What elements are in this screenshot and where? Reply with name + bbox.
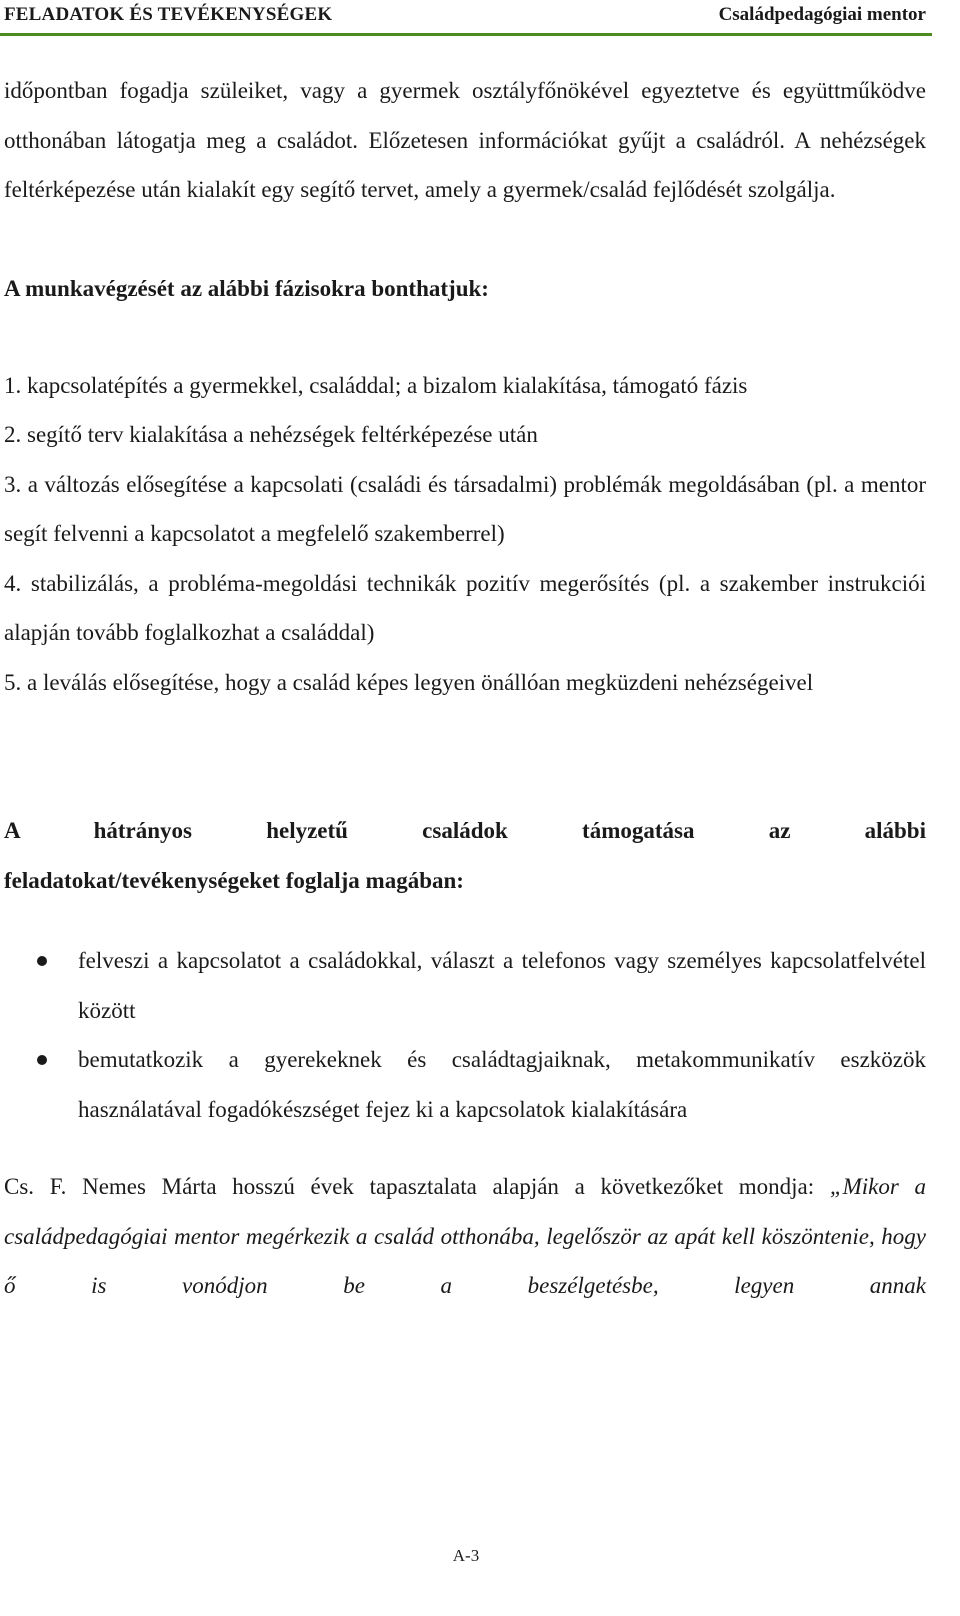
page-content [4, 66, 926, 1311]
bullet-icon [37, 956, 47, 966]
phase-item-3: 3. a változás elősegítése a kapcsolati (családi és társadalmi) problémák megoldásában (pl. a mentor segít felvenni a kapcsolatot a megfelelő szakemberrel) [4, 471, 926, 546]
bullet-icon [37, 1055, 47, 1065]
phase-item-2: 2. segítő terv kialakítása a nehézségek feltérképezése után [4, 422, 538, 447]
quote-text: „Mikor a családpedagógiai mentor megérkezik a család otthonába, legelőször az apát kell köszöntenie, hogy ő is vonódjon be a beszélgetésbe, legyen annak [4, 1174, 926, 1298]
phase-item-5: 5. a leválás elősegítése, hogy a család képes legyen önállóan megküzdeni nehézségeivel [4, 669, 814, 695]
phase-item-1: 1. kapcsolatépítés a gyermekkel, családdal; a bizalom kialakítása, támogató fázis [4, 372, 748, 398]
support-heading [4, 806, 926, 905]
quote-paragraph [4, 1162, 926, 1311]
header-section-title: FELADATOK ÉS TEVÉKENYSÉGEK [4, 4, 333, 25]
list-item [4, 936, 926, 1035]
page-number: A-3 [452, 1546, 480, 1565]
phase-item-4: 4. stabilizálás, a probléma-megoldási technikák pozitív megerősítés (pl. a szakember instrukciói alapján tovább foglalkozhat a családdal) [4, 570, 926, 645]
intro-paragraph: időpontban fogadja szüleiket, vagy a gyermek osztályfőnökével egyeztetve és együttműködve otthonában látogatja meg a családot. Előzetesen információkat gyűjt a családról. A nehézségek feltérképezése után kialakít egy segítő tervet, amely a gyermek/család fejlődését szolgálja. [4, 78, 926, 202]
support-heading-line1: A hátrányos helyzetű családok támogatása az alábbi [4, 818, 926, 843]
phases-heading: A munkavégzését az alábbi fázisokra bonthatjuk: [4, 275, 489, 301]
support-heading-line2: feladatokat/tevékenységeket foglalja magában: [4, 867, 464, 893]
support-task-list [4, 936, 926, 1134]
list-item-text: bemutatkozik a gyerekeknek és családtagjaiknak, metakommunikatív eszközök használatával fogadókészséget fejez ki a kapcsolatok kialakítására [78, 1047, 926, 1122]
header-rule [0, 33, 932, 36]
quote-intro: Cs. F. Nemes Márta hosszú évek tapasztalata alapján a következőket mondja: [4, 1174, 830, 1199]
list-item-text: felveszi a kapcsolatot a családokkal, választ a telefonos vagy személyes kapcsolatfelvétel között [78, 948, 926, 1023]
phase-list [4, 361, 926, 708]
page-header [0, 0, 930, 30]
header-document-title: Családpedagógiai mentor [718, 4, 926, 25]
list-item [4, 1035, 926, 1134]
